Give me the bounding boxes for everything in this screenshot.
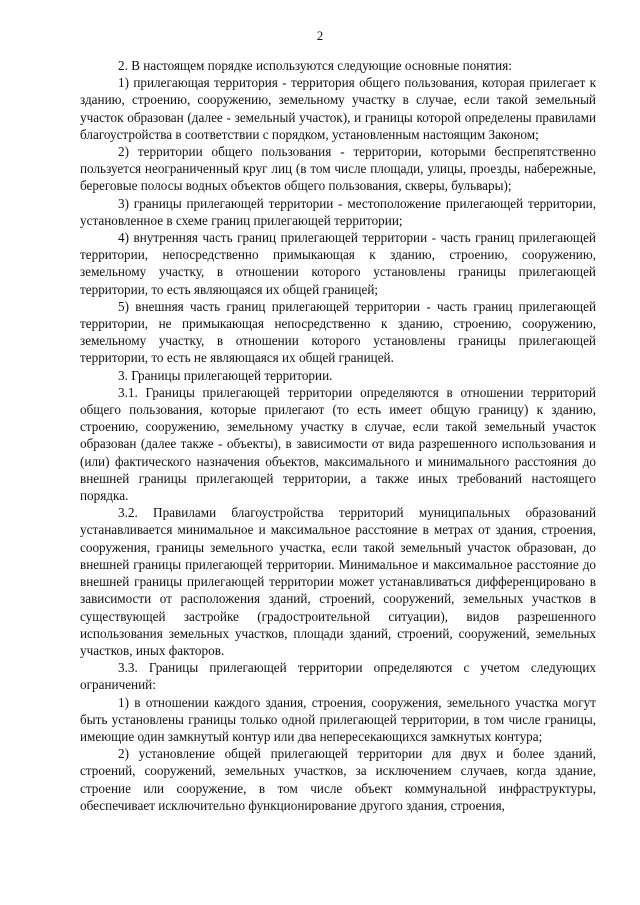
clause-3-1: 3.1. Границы прилегающей территории определяются в отношении территорий общего пользования, которые прилегают (то есть имеет общую границу) к зданию, строению, сооружению, земельному участку в случае, если такой земельный участок образован (далее также - объекты), в зависимости от вида разрешенного использования и (или) фактического назначения объектов, максимального и минимального расстояния до внешней границы прилегающей территории, а также иных требований настоящего порядка. <box>80 384 596 504</box>
clause-3-3-item-2: 2) установление общей прилегающей территории для двух и более зданий, строений, сооружений, земельных участков, за исключением случаев, когда здание, строение или сооружение, в том числе объект коммунальной инфраструктуры, обеспечивает исключительно функционирование другого здания, строения, <box>80 746 596 813</box>
definition-5-outer-border: 5) внешняя часть границ прилегающей территории - часть границ прилегающей территории, не примыкающая непосредственно к зданию, строению, сооружению, земельному участку, в отношении которого установлены границы прилегающей территории, то есть не являющаяся их общей границей. <box>80 298 596 366</box>
document-body <box>80 57 596 814</box>
section-3-heading: 3. Границы прилегающей территории. <box>118 367 333 383</box>
page-number: 2 <box>316 28 324 43</box>
clause-3-3: 3.3. Границы прилегающей территории определяются с учетом следующих ограничений: <box>80 660 596 693</box>
definition-3-territory-borders: 3) границы прилегающей территории - местоположение прилегающей территории, установленное в схеме границ прилегающей территории; <box>80 195 596 228</box>
section-2-intro: 2. В настоящем порядке используются следующие основные понятия: <box>118 58 512 73</box>
clause-3-2: 3.2. Правилами благоустройства территорий муниципальных образований устанавливается минимальное и максимальное расстояние в метрах от здания, строения, сооружения, границы земельного участка, если такой земельный участок образован, до внешней границы прилегающей территории. Минимальное и максимальное расстояние до внешней границы прилегающей территории может устанавливаться дифференцировано в зависимости от расположения зданий, строений, сооружений, земельных участков в существующей застройке (градостроительной ситуации), видов разрешенного использования земельных участков, площади зданий, строений, сооружений, земельных участков, иных факторов. <box>80 505 596 658</box>
clause-3-3-item-1: 1) в отношении каждого здания, строения, сооружения, земельного участка могут быть установлены границы только одной прилегающей территории, в том числе границы, имеющие один замкнутый контур или два непересекающихся замкнутых контура; <box>80 694 596 744</box>
definition-2-public-territories: 2) территории общего пользования - территории, которыми беспрепятственно пользуется неограниченный круг лиц (в том числе площади, улицы, проезды, набережные, береговые полосы водных объектов общего пользования, скверы, бульвары); <box>80 144 596 194</box>
definition-1-adjacent-territory: 1) прилегающая территория - территория общего пользования, которая прилегает к зданию, строению, сооружению, земельному участку в случае, если такой земельный участок образован (далее - земельный участок), и границы которой определены правилами благоустройства в соответствии с порядком, установленным настоящим Законом; <box>80 75 596 142</box>
definition-4-inner-border: 4) внутренняя часть границ прилегающей территории - часть границ прилегающей территории, непосредственно примыкающая к зданию, строению, сооружению, земельному участку, в отношении которого установлены границы прилегающей территории, то есть являющаяся их общей границей; <box>80 230 596 297</box>
